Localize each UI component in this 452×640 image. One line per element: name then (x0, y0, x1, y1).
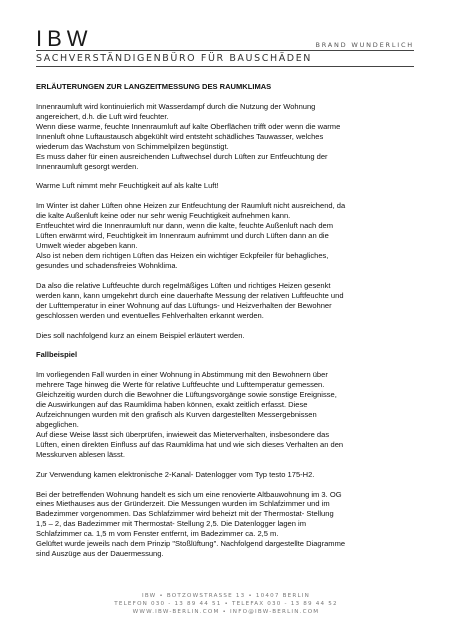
document-body (36, 82, 414, 559)
footer-phone: TELEFON 030 - 13 89 44 51 • TELEFAX 030 - 13 89 44 52 (114, 601, 338, 607)
text-line: der Lufttemperatur in einer Wohnung auf das Lüftungs- und Heizverhalten der Bewohner (36, 300, 332, 310)
section-title-case-study: Fallbeispiel (36, 350, 78, 360)
paragraph-winter-ventilation (36, 201, 414, 271)
text-line: werden kann, kann umgekehrt durch eine dauerhafte Messung der relativen Luftfeuchte und (36, 290, 344, 300)
text-line: angereichert, d.h. die Luft wird feuchter. (36, 111, 169, 121)
text-line: mehrere Tage hinweg die Werte für relative Luftfeuchte und Lufttemperatur gemessen. (36, 380, 325, 390)
text-line: Lüften, einen direkten Einfluss auf das Raumklima hat und wie sich dieses Verhalten an den (36, 439, 344, 449)
paragraph-indoor-air (36, 102, 414, 172)
text-line: sind Auszüge aus der Dauermessung. (36, 549, 164, 559)
text-line: Gelüftet wurde jeweils nach dem Prinzip "Stoßlüftung". Nachfolgend dargestellte Diagramme (36, 539, 346, 549)
text-line: Innenraumluft gesorgt werden. (36, 161, 139, 171)
text-line: Es muss daher für einen ausreichenden Luftwechsel durch Lüften zur Entfeuchtung der (36, 151, 328, 161)
text-line: wiederum das Wachstum von Schimmelpilzen begünstigt. (36, 141, 229, 151)
document-title: ERLÄUTERUNGEN ZUR LANGZEITMESSUNG DES RAUMKLIMAS (36, 82, 272, 91)
company-logo: IBW (36, 26, 93, 51)
paragraph-measurement-purpose (36, 281, 414, 321)
text-line: Messkurven ablesen lässt. (36, 449, 125, 459)
text-line: eines Miethauses aus der Gründerzeit. Die Messungen wurden im Schlafzimmer und im (36, 499, 330, 509)
text-line: Aufzeichnungen wurden mit den grafisch als Kurven dargestellten Messergebnissen (36, 410, 317, 420)
text-line: Im Winter ist daher Lüften ohne Heizen zur Entfeuchtung der Raumluft nicht ausreichend, da (36, 201, 346, 211)
brand-name: BRAND WUNDERLICH (315, 41, 414, 49)
header-divider-top (36, 50, 414, 51)
paragraph-example-intro: Dies soll nachfolgend kurz an einem Beispiel erläutert werden. (36, 330, 245, 340)
text-line: 1,5 – 2, das Badezimmer mit Thermostat- Stellung 2,5. Die Datenlogger lagen im (36, 519, 307, 529)
text-line: Gleichzeitig wurden durch die Bewohner die Lüftungsvorgänge sowie sonstige Ereignisse, (36, 390, 337, 400)
text-line: Innenluft ohne Luftaustausch abgekühlt wird entsteht schädliches Tauwasser, welches (36, 131, 324, 141)
paragraph-data-logger: Zur Verwendung kamen elektronische 2-Kanal- Datenlogger vom Typ testo 175-H2. (36, 469, 315, 479)
text-line: die Auswirkungen auf das Raumklima haben können, exakt zeitlich erfasst. Diese (36, 400, 308, 410)
footer-address: IBW • BOTZOWSTRASSE 13 • 10407 BERLIN (141, 593, 311, 599)
text-line: geschlossen werden und eventuelles Fehlverhalten erkannt werden. (36, 310, 264, 320)
text-line: die kalte Außenluft keine oder nur sehr wenig Feuchtigkeit aufnehmen kann. (36, 211, 291, 221)
text-line: Badezimmer vorgenommen. Das Schlafzimmer wird beheizt mit der Thermostat- Stellung (36, 509, 334, 519)
text-line: Da also die relative Luftfeuchte durch regelmäßiges Lüften und richtiges Heizen gesenkt (36, 280, 331, 290)
paragraph-warm-air: Warme Luft nimmt mehr Feuchtigkeit auf als kalte Luft! (36, 181, 219, 191)
text-line: Im vorliegenden Fall wurden in einer Wohnung in Abstimmung mit den Bewohnern über (36, 370, 328, 380)
text-line: Lüften erwärmt wird, Feuchtigkeit im Innenraum aufnimmt und durch Lüften dann an die (36, 231, 329, 241)
company-subtitle: SACHVERSTÄNDIGENBÜRO FÜR BAUSCHÄDEN (36, 53, 313, 64)
text-line: Auf diese Weise lässt sich überprüfen, inwieweit das Mieterverhalten, insbesondere das (36, 429, 330, 439)
text-line: Innenraumluft wird kontinuierlich mit Wasserdampf durch die Nutzung der Wohnung (36, 101, 316, 111)
text-line: gesundes und schadensfreies Wohnklima. (36, 260, 178, 270)
text-line: abgeglichen. (36, 419, 79, 429)
text-line: Also ist neben dem richtigen Lüften das Heizen ein wichtiger Eckpfeiler für behagliches, (36, 251, 329, 261)
paragraph-case-description (36, 370, 414, 460)
footer-web: WWW.IBW-BERLIN.COM • INFO@IBW-BERLIN.COM (132, 609, 320, 615)
header-divider-bottom (36, 66, 414, 67)
text-line: Bei der betreffenden Wohnung handelt es sich um eine renovierte Altbauwohnung im 3. OG (36, 489, 342, 499)
text-line: Entfeuchtet wird die Innenraumluft nur dann, wenn die kalte, feuchte Außenluft nach dem (36, 221, 334, 231)
paragraph-apartment-details (36, 490, 414, 560)
text-line: Wenn diese warme, feuchte Innenraumluft auf kalte Oberflächen trifft oder wenn die warme (36, 121, 341, 131)
text-line: Umwelt wieder abgeben kann. (36, 241, 138, 251)
text-line: Schlafzimmer ca. 1,5 m vom Fenster entfernt, im Badezimmer ca. 2,5 m. (36, 529, 279, 539)
